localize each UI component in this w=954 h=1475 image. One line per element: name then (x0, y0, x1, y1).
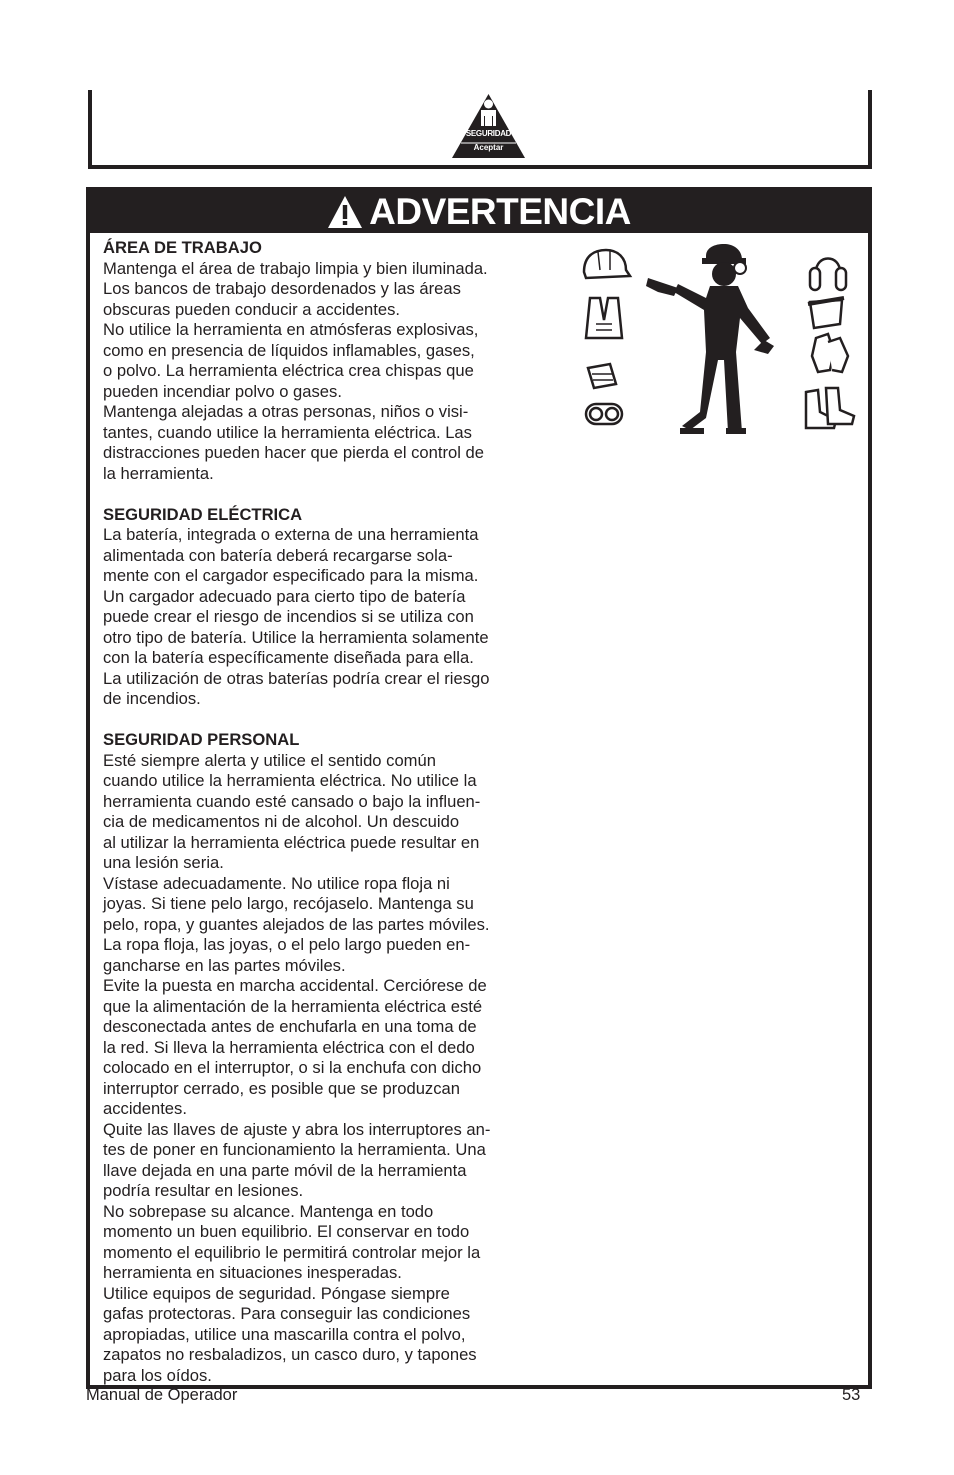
section-work-area (103, 238, 563, 484)
section-body: Esté siempre alerta y utilice el sentido común cuando utilice la herramienta eléctrica. No utilice la herramienta cuando esté cansado o bajo la influen- cia de medicamentos ni de alcohol. Un descuido al utilizar la herramienta eléctrica puede resultar en una lesión seria. Vístase adecuadamente. No utilice ropa floja ni joyas. Si tiene pelo largo, recójaselo. Mantenga su pelo, ropa, y guantes alejados de las partes móviles. La ropa floja, las joyas, o el pelo largo pueden en- gancharse en las partes móviles. Evite la puesta en marcha accidental. Cerciórese de que la alimentación de la herramienta eléctrica esté desconectada antes de enchufarla en una toma de la red. Si lleva la herramienta eléctrica con el dedo colocado en el interruptor, o si la enchufa con dicho interruptor cerrado, es posible que se produzcan accidentes. Quite las llaves de ajuste y abra los interruptores an- tes de poner en funcionamiento la herramienta. Una llave dejada en una parte móvil de la herramienta podría resultar en lesiones. No sobrepase su alcance. Mantenga en todo momento un buen equilibrio. El conservar en todo momento el equilibrio le permitirá controlar mejor la herramienta en situaciones inesperadas. Utilice equipos de seguridad. Póngase siempre gafas protectoras. Para conseguir las condiciones apropiadas, utilice una mascarilla contra el polvo, zapatos no resbaladizos, un casco duro, y tapones para los oídos. (103, 750, 491, 1385)
warning-header (90, 191, 868, 233)
section-heading: SEGURIDAD ELÉCTRICA (103, 504, 303, 524)
dust-mask-icon (588, 364, 616, 388)
section-heading: SEGURIDAD PERSONAL (103, 730, 300, 749)
work-gloves-icon (812, 334, 848, 372)
warning-title: ADVERTENCIA (369, 191, 631, 232)
ppe-illustration (578, 242, 858, 442)
face-shield-icon (808, 298, 844, 328)
badge-line1: SEGURIDAD (465, 129, 512, 138)
worker-figure-icon (646, 244, 774, 434)
badge-line2: Aceptar (473, 143, 504, 152)
section-body: Mantenga el área de trabajo limpia y bien iluminada. Los bancos de trabajo desordenados y las áreas obscuras pueden conducir a accidentes. No utilice la herramienta en atmósferas explosivas, como en presencia de líquidos inflamables, gases, o polvo. La herramienta eléctrica crea chispas que pueden incendiar polvo o gases. Mantenga alejadas a otras personas, niños o visi- tantes, cuando utilice la herramienta eléctrica. Las distracciones pueden hacer que pierda el control de la herramienta. (103, 258, 488, 483)
section-body: La batería, integrada o externa de una herramienta alimentada con batería deberá recargarse sola- mente con el cargador especificado para la misma. Un cargador adecuado para cierto tipo de batería puede crear el riesgo de incendios si se utiliza con otro tipo de batería. Utilice la herramienta solamente con la batería específicamente diseñada para ella. La utilización de otras baterías podría crear el riesgo de incendios. (103, 525, 490, 708)
hard-hat-icon (584, 250, 630, 278)
safety-boots-icon (806, 388, 854, 428)
warning-text (103, 238, 563, 1407)
footer-manual-title: Manual de Operador (86, 1386, 238, 1404)
safety-goggles-icon (586, 404, 622, 424)
ear-muffs-icon (810, 259, 846, 291)
page-number: 53 (842, 1386, 861, 1404)
warning-triangle-icon (327, 194, 363, 230)
safety-badge (451, 93, 526, 159)
section-personal-safety (103, 730, 563, 1386)
section-heading: ÁREA DE TRABAJO (103, 238, 262, 257)
section-electrical-safety (103, 505, 563, 710)
safety-vest-icon (586, 298, 622, 338)
